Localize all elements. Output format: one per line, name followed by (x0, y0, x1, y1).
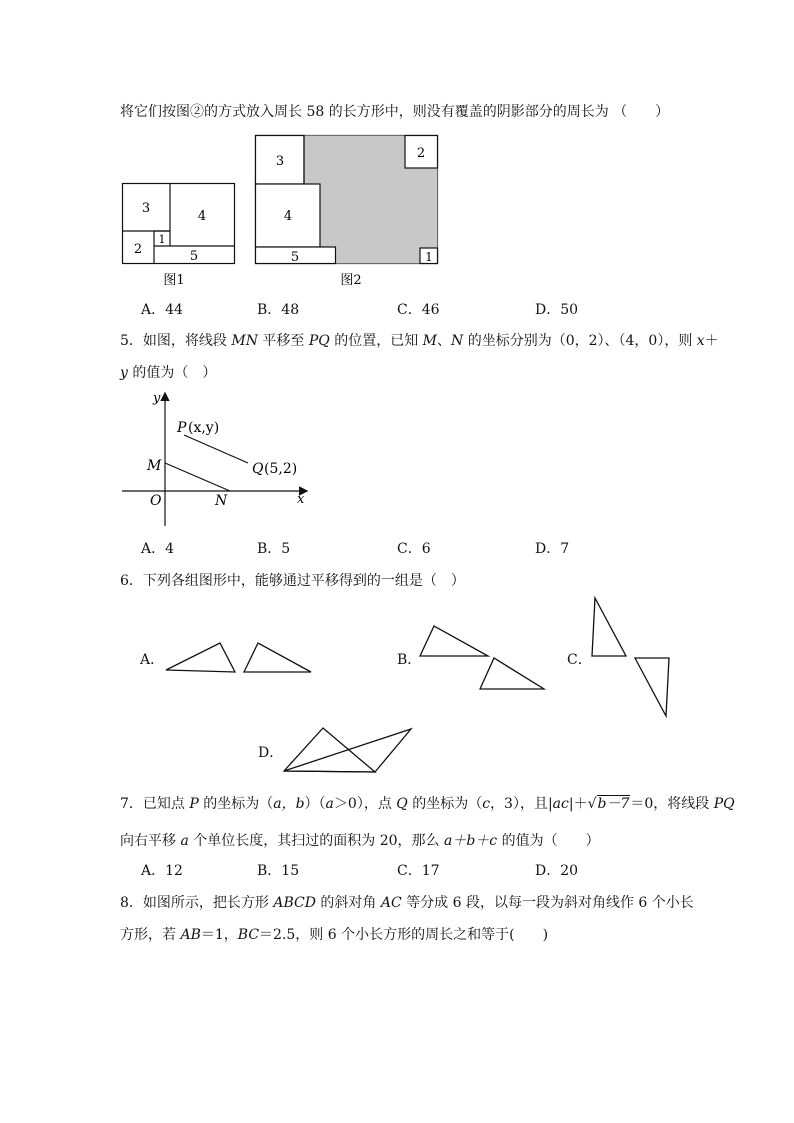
q6-d-triangle-1 (284, 728, 375, 772)
q5-t5: 的值为（ ） (127, 365, 217, 381)
q7-ab: a，b (273, 796, 305, 812)
q5-t4: 的坐标分别为（0，2）、（4，0），则 (463, 333, 697, 349)
fig2-label-1: 1 (425, 250, 433, 264)
q6-b-triangle-2 (480, 658, 544, 689)
q7-option-d: D．20 (535, 863, 579, 879)
q5-option-d: D．7 (535, 541, 570, 557)
q7-pq: PQ (713, 796, 735, 812)
q8-stem-line2 (120, 926, 548, 944)
graph-label-p-coord: (x,y) (188, 420, 220, 436)
q4-option-c: C．46 (397, 302, 440, 318)
q7-option-b: B．15 (257, 863, 300, 879)
q5-pq: PQ (308, 333, 330, 349)
fig2-caption: 图2 (340, 273, 362, 288)
graph-label-p: P (177, 420, 187, 436)
q7-sqrt-content: b－7 (597, 796, 630, 812)
q7-t6: ，3），且| (490, 796, 553, 812)
fig2-label-5: 5 (290, 250, 300, 265)
q7-t9: 向右平移 (120, 833, 181, 849)
q7-q: Q (396, 796, 408, 812)
q7-option-a: A．12 (141, 863, 183, 879)
q8-t6: ＝2.5，则 6 个小长方形的周长之和等于( ) (259, 927, 549, 943)
q6-label-a: A． (140, 652, 165, 668)
q8-t1: 8．如图所示，把长方形 (120, 895, 274, 911)
fig1-caption: 图1 (163, 273, 185, 288)
q5-option-b: B．5 (257, 541, 291, 557)
q7-t11: 的值为（ ） (497, 833, 600, 849)
q7-option-c: C．17 (397, 863, 440, 879)
graph-x-label: x (297, 492, 305, 507)
q4-option-a: A．44 (141, 302, 183, 318)
graph-y-label: y (153, 391, 161, 406)
q8-t2: 的斜对角 (315, 895, 381, 911)
q5-x: x (696, 333, 705, 349)
q8-t4: 方形，若 (120, 927, 181, 943)
fig1-label-3: 3 (141, 201, 151, 216)
q7-ac: ac (552, 796, 569, 812)
q4-option-b: B．48 (257, 302, 300, 318)
q8-bc: BC (237, 927, 260, 943)
q5-mn: MN (231, 333, 258, 349)
q5-t2: 平移至 (257, 333, 309, 349)
graph-label-q-coord: (5,2) (264, 461, 298, 477)
q5-y: y (120, 365, 128, 381)
q7-t1: 7．已知点 (120, 796, 190, 812)
fig1-label-5: 5 (189, 249, 199, 264)
q8-t3: 等分成 6 段，以每一段为斜对角线作 6 个小长 (401, 895, 694, 911)
q7-stem-line1 (120, 795, 735, 813)
q6-label-b: B． (397, 652, 422, 668)
q6-b-triangle-1 (420, 626, 488, 656)
q7-a2: a (325, 796, 334, 812)
q8-ac: AC (380, 895, 402, 911)
q7-t3: ）（ (304, 796, 326, 812)
q6-c-triangle-2 (635, 658, 669, 716)
q5-t1: 5．如图，将线段 (120, 333, 232, 349)
graph-label-q: Q (252, 461, 264, 477)
fig1-label-2: 2 (133, 242, 143, 257)
fig2-label-3: 3 (275, 154, 285, 169)
q7-t10: 个单位长度，其扫过的面积为 20，那么 (188, 833, 444, 849)
q5-t3: 的位置，已知 (329, 333, 423, 349)
q5-option-c: C．6 (397, 541, 431, 557)
q4-option-d: D．50 (535, 302, 579, 318)
q5-option-a: A．4 (141, 541, 175, 557)
q7-t2: 的坐标为（ (198, 796, 274, 812)
fig1-label-4: 4 (197, 209, 207, 224)
q6-a-triangle-1 (166, 643, 235, 672)
q7-t7: |＋ (568, 796, 588, 812)
q7-sqrt-sign: √ (587, 796, 597, 812)
q8-stem-line1 (120, 894, 694, 912)
q7-t4: ＞0），点 (333, 796, 397, 812)
graph-label-o: O (150, 493, 162, 509)
q5-n: N (451, 333, 464, 349)
q7-c2: c (482, 796, 491, 812)
fig2-label-4: 4 (283, 209, 293, 224)
graph-label-m: M (147, 458, 162, 474)
q7-stem-line2 (120, 832, 600, 850)
q6-label-d: D． (258, 745, 284, 761)
q4-stem: 将它们按图②的方式放入周长 58 的长方形中，则没有覆盖的阴影部分的周长为 （ ） (120, 104, 670, 120)
q8-ab: AB (180, 927, 201, 943)
q7-p: P (189, 796, 199, 812)
q6-label-c: C． (567, 652, 592, 668)
fig1-label-1: 1 (158, 233, 166, 246)
fig2-label-2: 2 (416, 146, 426, 161)
q6-c-triangle-1 (592, 598, 626, 656)
q6-a-triangle-2 (244, 643, 311, 672)
q5-sep: 、 (437, 333, 452, 349)
q8-t5: ＝1， (200, 927, 238, 943)
q5-m: M (422, 333, 438, 349)
graph-label-n: N (215, 493, 228, 509)
q7-abc: a＋b＋c (443, 833, 498, 849)
q5-plus: ＋ (704, 333, 719, 349)
q8-abcd: ABCD (273, 895, 316, 911)
q7-t5: 的坐标为（ (407, 796, 483, 812)
q7-t8: ＝0，将线段 (630, 796, 714, 812)
q6-stem: 6．下列各组图形中，能够通过平移得到的一组是（ ） (120, 573, 465, 589)
q7-a3: a (180, 833, 189, 849)
